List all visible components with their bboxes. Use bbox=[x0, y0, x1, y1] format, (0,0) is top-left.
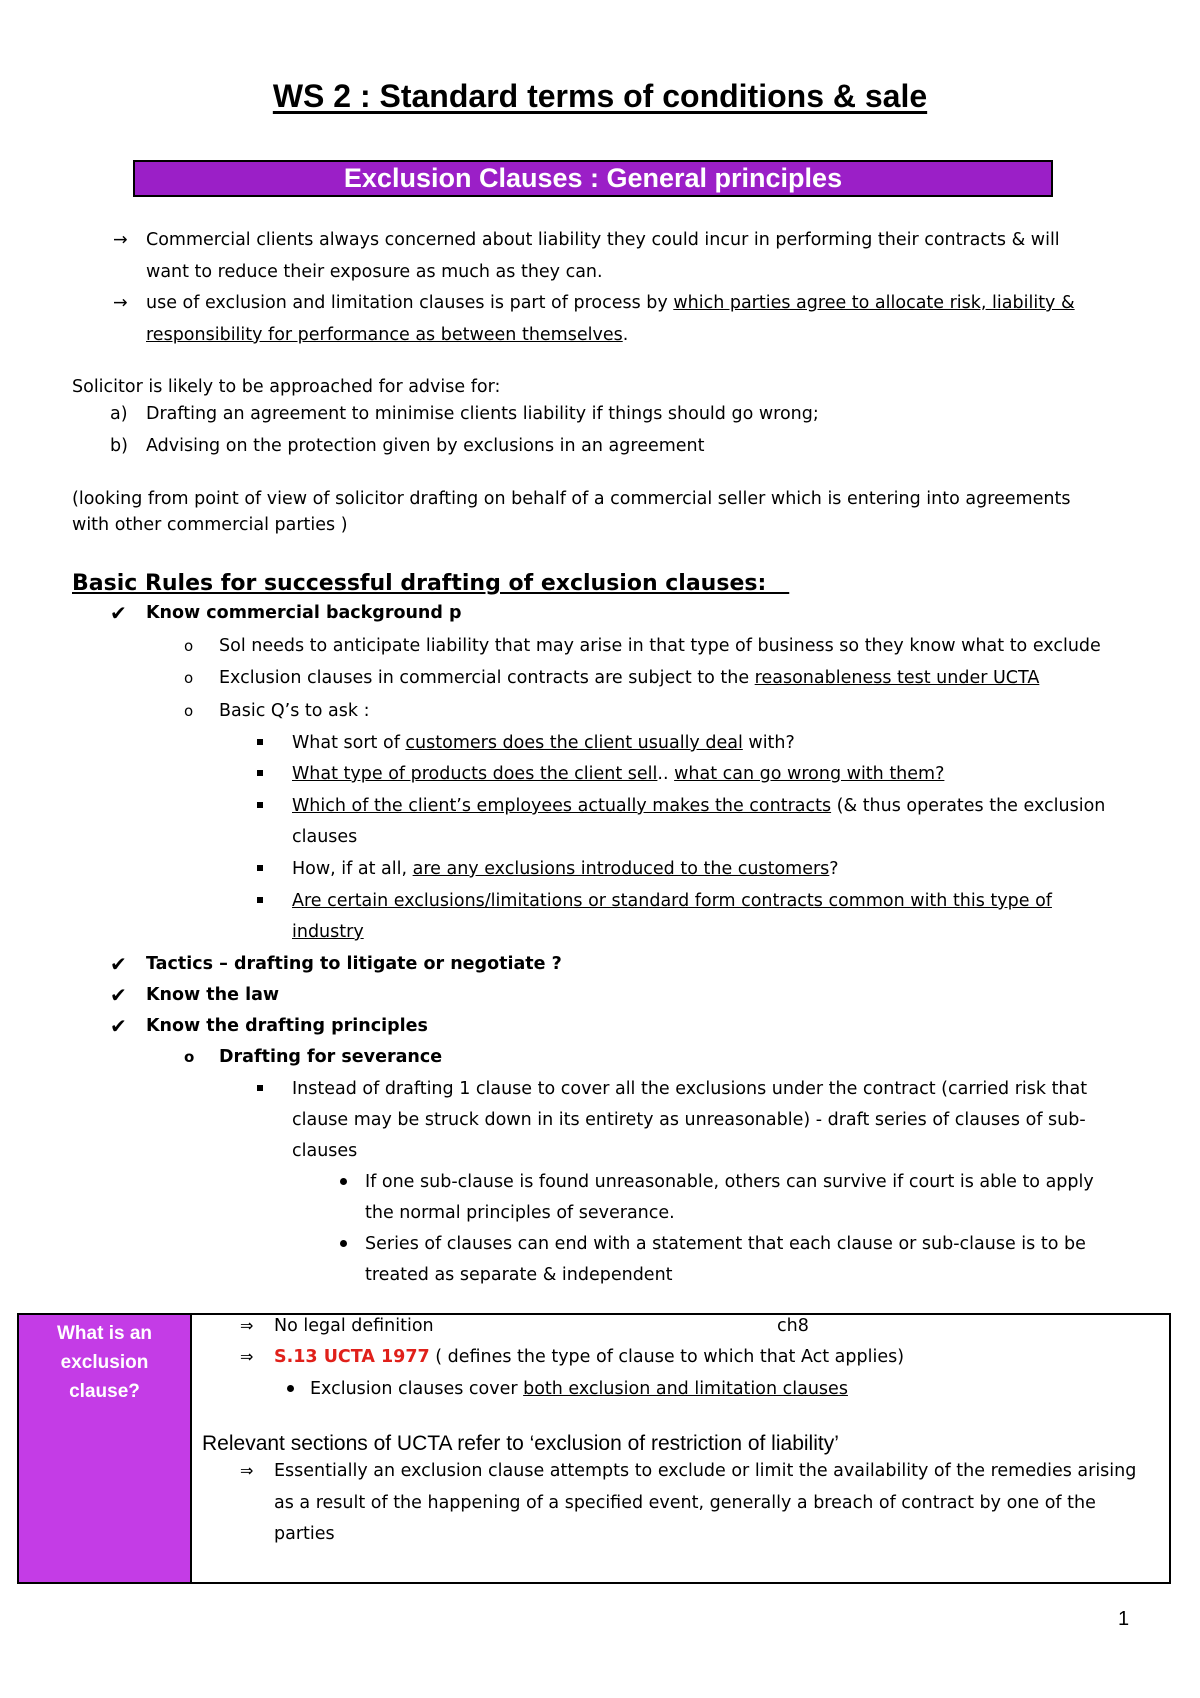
dot-bullet-icon bbox=[340, 1240, 347, 1247]
table-bullet: Exclusion clauses cover both exclusion and limitation clauses bbox=[310, 1379, 848, 1399]
square-bullet-icon bbox=[257, 739, 263, 745]
dot-bullet-icon bbox=[287, 1385, 294, 1392]
intro-arrow2-line1: use of exclusion and limitation clauses is part of process by which parties agree to allocate risk, liability & bbox=[146, 293, 1075, 313]
rule4-point1: Drafting for severance bbox=[219, 1047, 443, 1067]
square-bullet-icon bbox=[257, 802, 263, 808]
rule1-point3: Basic Q’s to ask : bbox=[219, 701, 370, 721]
solicitor-note-line1: (looking from point of view of solicitor drafting on behalf of a commercial seller which is entering into agreements bbox=[72, 489, 1071, 509]
square-bullet-icon bbox=[257, 897, 263, 903]
arrow-right-icon: → bbox=[113, 230, 128, 250]
square-bullet-icon bbox=[257, 865, 263, 871]
circle-bullet-icon: o bbox=[184, 702, 194, 720]
label-line2: exclusion bbox=[60, 1352, 149, 1373]
double-arrow-icon: ⇒ bbox=[240, 1316, 254, 1335]
question-4: How, if at all, are any exclusions introduced to the customers? bbox=[292, 859, 839, 879]
table-item1-note: ch8 bbox=[777, 1316, 809, 1336]
square-bullet-icon bbox=[257, 770, 263, 776]
table-item2: S.13 UCTA 1977 ( defines the type of clause to which that Act applies) bbox=[274, 1347, 905, 1367]
circle-bullet-icon: o bbox=[184, 669, 194, 687]
table-item1: No legal definition bbox=[274, 1316, 434, 1336]
label-line3: clause? bbox=[69, 1381, 140, 1402]
solicitor-lead: Solicitor is likely to be approached for advise for: bbox=[72, 377, 501, 397]
page-title: WS 2 : Standard terms of conditions & sale bbox=[272, 78, 928, 114]
rule1-point2: Exclusion clauses in commercial contracts are subject to the reasonableness test under UCTA bbox=[219, 668, 1040, 688]
label-line1: What is an bbox=[56, 1323, 152, 1344]
square-bullet-icon bbox=[257, 1085, 263, 1091]
severance-line2: clause may be struck down in its entirety as unreasonable) - draft series of clauses of sub- bbox=[292, 1110, 1086, 1130]
list-label-a: a) bbox=[110, 404, 128, 424]
relevant-sections-heading: Relevant sections of UCTA refer to ‘exclusion of restriction of liability’ bbox=[202, 1432, 839, 1455]
rule1-point1: Sol needs to anticipate liability that may arise in that type of business so they know what to exclude bbox=[219, 636, 1101, 656]
table-item3-line3: parties bbox=[274, 1524, 335, 1544]
intro-arrow2-line2: responsibility for performance as between themselves. bbox=[146, 325, 629, 345]
rule-tactics: Tactics – drafting to litigate or negotiate ? bbox=[146, 954, 562, 974]
solicitor-item-a: Drafting an agreement to minimise clients liability if things should go wrong; bbox=[146, 404, 819, 424]
rule-drafting-principles: Know the drafting principles bbox=[146, 1016, 428, 1036]
question-5-line2: industry bbox=[292, 922, 364, 942]
circle-bullet-icon: o bbox=[184, 637, 194, 655]
rule-commercial-background: Know commercial background p bbox=[146, 603, 462, 623]
solicitor-note-line2: with other commercial parties ) bbox=[72, 515, 348, 535]
checkmark-icon: ✔ bbox=[110, 601, 127, 625]
double-arrow-icon: ⇒ bbox=[240, 1461, 254, 1480]
dot-bullet-icon bbox=[340, 1178, 347, 1185]
checkmark-icon: ✔ bbox=[110, 1014, 127, 1038]
table-label-cell bbox=[19, 1315, 192, 1582]
checkmark-icon: ✔ bbox=[110, 983, 127, 1007]
page-number: 1 bbox=[1118, 1608, 1130, 1630]
severance-line3: clauses bbox=[292, 1141, 358, 1161]
intro-arrow1-line2: want to reduce their exposure as much as they can. bbox=[146, 262, 603, 282]
checkmark-icon: ✔ bbox=[110, 952, 127, 976]
severance-bullet2-line2: treated as separate & independent bbox=[365, 1265, 673, 1285]
question-5-line1: Are certain exclusions/limitations or standard form contracts common with this type of bbox=[292, 891, 1052, 911]
list-label-b: b) bbox=[110, 436, 128, 456]
severance-bullet1-line1: If one sub-clause is found unreasonable, others can survive if court is able to apply bbox=[365, 1172, 1094, 1192]
severance-bullet1-line2: the normal principles of severance. bbox=[365, 1203, 675, 1223]
question-3-line2: clauses bbox=[292, 827, 358, 847]
severance-line1: Instead of drafting 1 clause to cover all the exclusions under the contract (carried risk that bbox=[292, 1079, 1088, 1099]
circle-bullet-icon: o bbox=[184, 1048, 195, 1066]
basic-rules-heading: Basic Rules for successful drafting of exclusion clauses: bbox=[72, 571, 790, 596]
question-2: What type of products does the client sell.. what can go wrong with them? bbox=[292, 764, 945, 784]
double-arrow-icon: ⇒ bbox=[240, 1347, 254, 1366]
intro-arrow1-line1: Commercial clients always concerned about liability they could incur in performing their contracts & will bbox=[146, 230, 1060, 250]
solicitor-item-b: Advising on the protection given by exclusions in an agreement bbox=[146, 436, 705, 456]
severance-bullet2-line1: Series of clauses can end with a statement that each clause or sub-clause is to be bbox=[365, 1234, 1086, 1254]
arrow-right-icon: → bbox=[113, 293, 128, 313]
rule-know-law: Know the law bbox=[146, 985, 280, 1005]
table-item3-line1: Essentially an exclusion clause attempts to exclude or limit the availability of the remedies arising bbox=[274, 1461, 1137, 1481]
question-1: What sort of customers does the client usually deal with? bbox=[292, 733, 795, 753]
question-3-line1: Which of the client’s employees actually makes the contracts (& thus operates the exclusion bbox=[292, 796, 1106, 816]
table-item3-line2: as a result of the happening of a specified event, generally a breach of contract by one of the bbox=[274, 1493, 1096, 1513]
section-banner: Exclusion Clauses : General principles bbox=[133, 160, 1053, 197]
